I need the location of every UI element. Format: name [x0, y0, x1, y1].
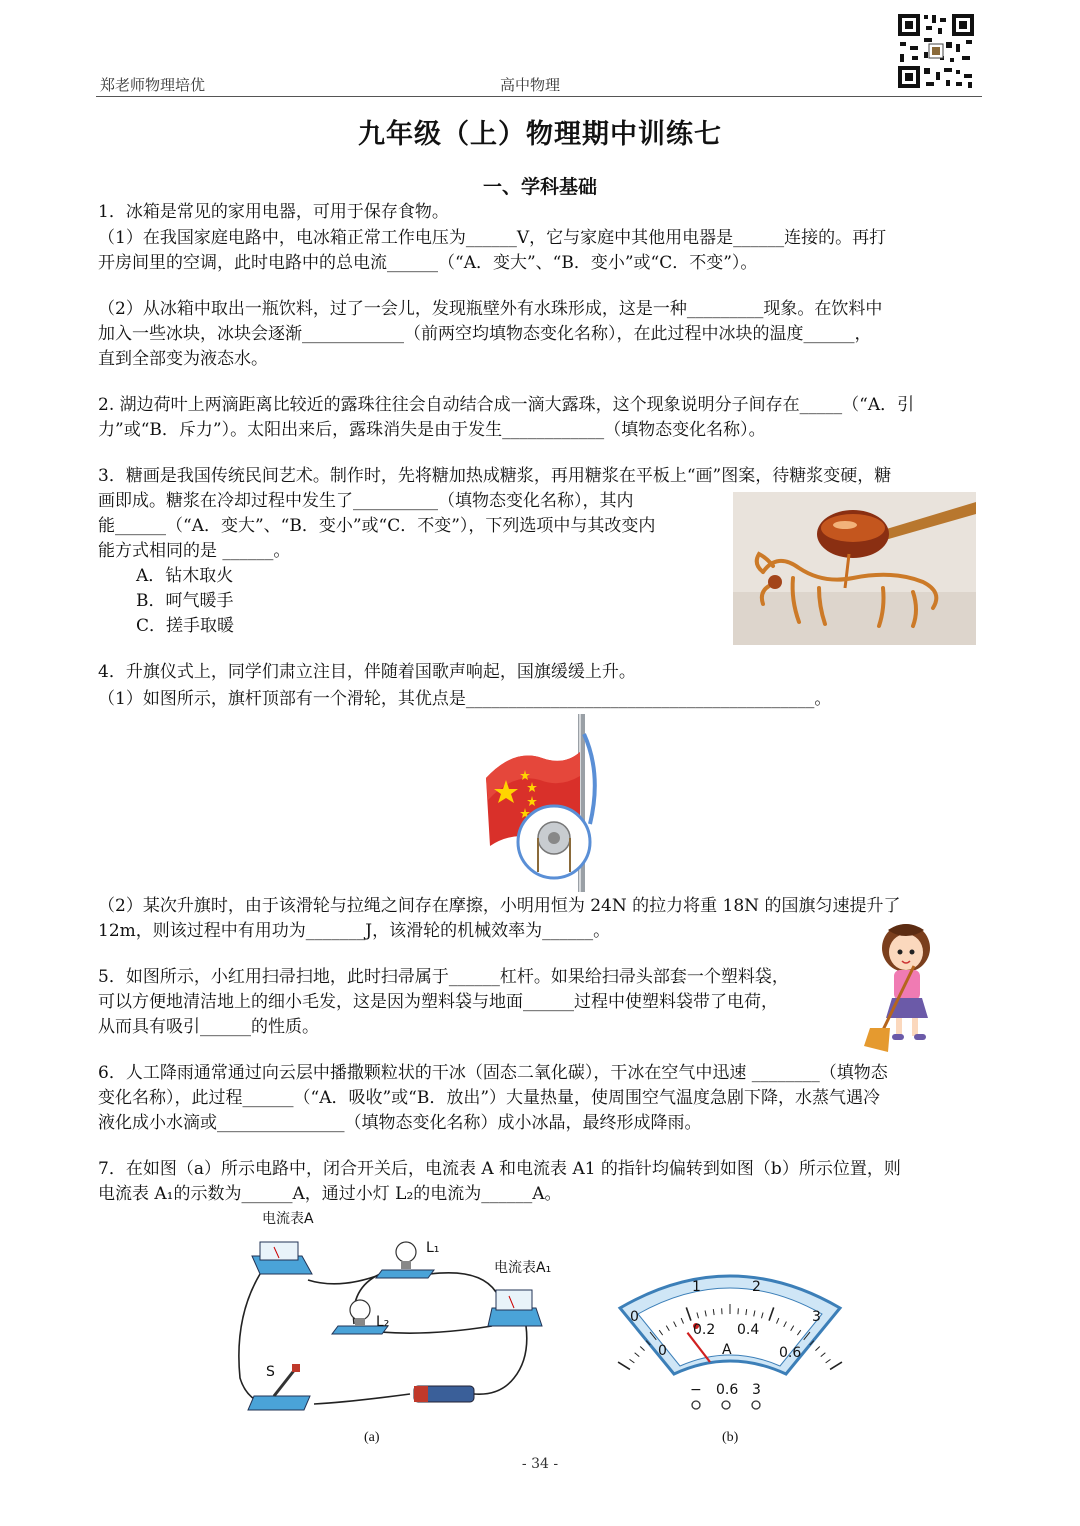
q3-option-b: B．呵气暖手 [136, 591, 234, 611]
q1-part1-line1: （1）在我国家庭电路中，电冰箱正常工作电压为______V，它与家庭中其他用电器是______连接的。再打 [98, 228, 887, 248]
dial-tick [830, 1362, 842, 1369]
q2-line1: 2. 湖边荷叶上两滴距离比较近的露珠往往会自动结合成一滴大露珠，这个现象说明分子间存在_____（“A．引 [98, 395, 915, 415]
switch-s [248, 1364, 310, 1410]
caption-b: (b) [722, 1430, 739, 1445]
page-title: 九年级（上）物理期中训练七 [358, 119, 722, 150]
terminal-posts [686, 1398, 766, 1412]
caption-a: (a) [364, 1430, 380, 1445]
header-rule [96, 96, 982, 97]
dial-tick [618, 1362, 630, 1369]
label-l1: L₁ [426, 1240, 440, 1256]
dial-outer-1: 1 [692, 1279, 701, 1295]
terminal-3: 3 [752, 1382, 761, 1398]
dial-tick [635, 1353, 640, 1357]
label-ammeter-a1: 电流表A₁ [494, 1260, 552, 1276]
dial-tick [821, 1353, 826, 1357]
q5-line2: 可以方便地清洁地上的细小毛发，这是因为塑料袋与地面______过程中使塑料袋带了电荷， [98, 992, 778, 1012]
terminal-negative: − [690, 1382, 702, 1398]
label-l2: L₂ [376, 1314, 390, 1330]
q4-stem: 4．升旗仪式上，同学们肃立注目，伴随着国歌声响起，国旗缓缓上升。 [98, 662, 636, 682]
header-left: 郑老师物理培优 [100, 76, 206, 94]
q4-part2-line2: 12m，则该过程中有用功为_______J，该滑轮的机械效率为______。 [98, 921, 611, 941]
q7-line1: 7．在如图（a）所示电路中，闭合开关后，电流表 A 和电流表 A1 的指针均偏转到如图（b）所示位置，则 [98, 1159, 901, 1179]
terminal-0-6: 0.6 [716, 1382, 739, 1398]
q6-line2: 变化名称），此过程______（“A．吸收”或“B．放出”）大量热量，使周围空气温度急剧下降，水蒸气遇冷 [98, 1088, 881, 1108]
q4-part2-line1: （2）某次升旗时，由于该滑轮与拉绳之间存在摩擦，小明用恒为 24N 的拉力将重 18N 的国旗匀速提升了 [98, 896, 901, 916]
dial-outer-0: 0 [630, 1309, 639, 1325]
dial-outer-3: 3 [812, 1309, 821, 1325]
dial-tick [815, 1346, 819, 1350]
label-ammeter-a: 电流表A [262, 1211, 314, 1227]
q5-line1: 5．如图所示，小红用扫帚扫地，此时扫帚属于______杠杆。如果给扫帚头部套一个塑料袋， [98, 967, 789, 987]
dial-outer-2: 2 [752, 1279, 761, 1295]
section-heading: 一、学科基础 [482, 176, 597, 198]
q5-line3: 从而具有吸引______的性质。 [98, 1017, 319, 1037]
dial-inner-0-2: 0.2 [693, 1322, 716, 1338]
ammeter-a [252, 1242, 312, 1274]
q1-part2-line3: 直到全部变为液态水。 [98, 349, 268, 369]
q6-line1: 6．人工降雨通常通过向云层中播撒颗粒状的干冰（固态二氧化碳），干冰在空气中迅速 ________（填物态 [98, 1063, 888, 1083]
q3-line2: 画即成。糖浆在冷却过程中发生了__________（填物态变化名称），其内 [98, 491, 634, 511]
label-switch: S [266, 1364, 275, 1380]
q1-stem: 1．冰箱是常见的家用电器，可用于保存食物。 [98, 202, 449, 222]
ammeter-a1 [488, 1290, 542, 1326]
dial-tick [640, 1346, 644, 1350]
q4-part1: （1）如图所示，旗杆顶部有一个滑轮，其优点是_________________________________________。 [98, 689, 832, 709]
dial-tick [630, 1359, 635, 1363]
sugar-painting-image [733, 492, 976, 645]
q3-line4: 能方式相同的是 ______。 [98, 541, 291, 561]
dial-inner-0-4: 0.4 [737, 1322, 760, 1338]
q3-option-c: C．搓手取暖 [136, 616, 235, 636]
q3-line1: 3．糖画是我国传统民间艺术。制作时，先将糖加热成糖浆，再用糖浆在平板上“画”图案，待糖浆变硬，糖 [98, 466, 892, 486]
battery [414, 1386, 474, 1402]
q1-part2-line1: （2）从冰箱中取出一瓶饮料，过了一会儿，发现瓶壁外有水珠形成，这是一种_________现象。在饮料中 [98, 299, 883, 319]
dial-tick [826, 1359, 831, 1363]
qr-code-icon [896, 12, 976, 90]
dial-inner-0-6: 0.6 [779, 1345, 802, 1361]
page-number: - 34 - [521, 1456, 559, 1472]
header-center: 高中物理 [500, 76, 561, 94]
q3-option-a: A．钻木取火 [136, 566, 234, 586]
dial-unit: A [722, 1342, 732, 1358]
q3-line3: 能______（“A．变大”、“B．变小”或“C．不变”），下列选项中与其改变内 [98, 516, 656, 536]
dial-inner-0: 0 [658, 1343, 667, 1359]
q7-line2: 电流表 A₁的示数为______A，通过小灯 L₂的电流为______A。 [98, 1184, 562, 1204]
girl-sweeping-image [860, 920, 942, 1054]
q1-part1-line2: 开房间里的空调，此时电路中的总电流______（“A．变大”、“B．变小”或“C．不变”）。 [98, 253, 758, 273]
q6-line3: 液化成小水滴或_______________（填物态变化名称）成小冰晶，最终形成降雨。 [98, 1113, 702, 1133]
flag-pulley-image [480, 714, 610, 892]
q2-line2: 力”或“B．斥力”）。太阳出来后，露珠消失是由于发生____________（填物态变化名称）。 [98, 420, 766, 440]
q1-part2-line2: 加入一些冰块，冰块会逐渐____________（前两空均填物态变化名称），在此过程中冰块的温度______， [98, 324, 872, 344]
